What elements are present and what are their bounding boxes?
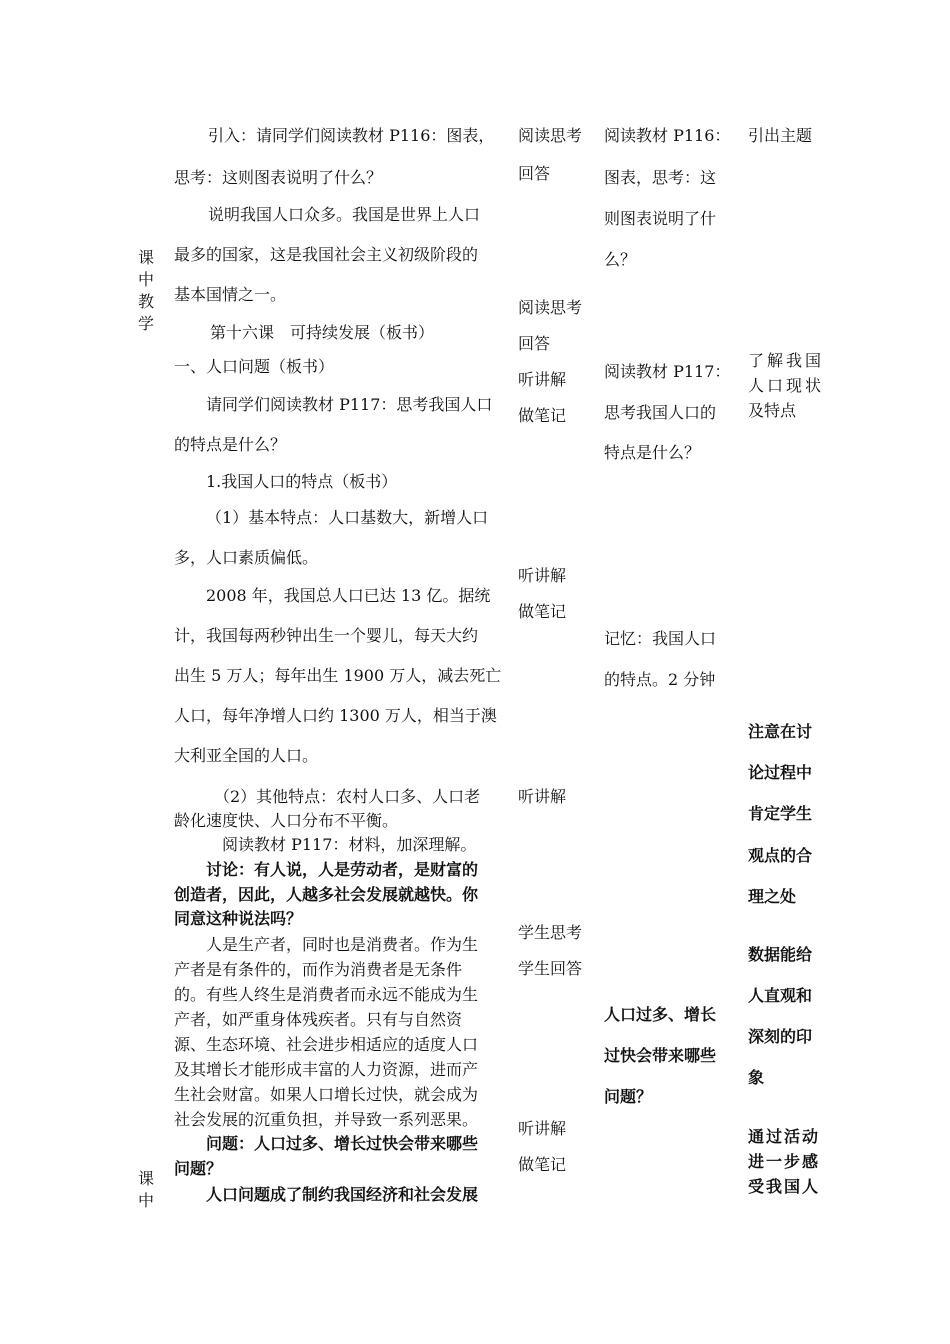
activity-line: 做笔记 — [518, 1155, 567, 1174]
activity-line: 做笔记 — [518, 406, 567, 425]
text-line: （2）其他特点：农村人口多、人口老 — [214, 787, 481, 806]
intent-line: 论过程中 — [748, 763, 813, 782]
intent-line: 通过活动 — [748, 1127, 821, 1146]
text-line: 最多的国家，这是我国社会主义初级阶段的 — [174, 245, 479, 264]
activity-line: 听讲解 — [518, 370, 567, 389]
subsection-heading: 1.我国人口的特点（板书） — [206, 472, 398, 491]
task-line: 图表，思考：这 — [604, 168, 717, 187]
text-line: 请同学们阅读教材 P117：思考我国人口 — [206, 395, 493, 414]
intent-line: 象 — [748, 1068, 765, 1087]
text-line: 说明我国人口众多。我国是世界上人口 — [208, 205, 481, 224]
activity-line: 回答 — [518, 334, 551, 353]
text-line: 的特点是什么？ — [174, 435, 287, 454]
side-char: 中 — [137, 1191, 154, 1210]
text-line: 的。有些人终生是消费者而永远不能成为生 — [174, 985, 479, 1004]
intent-line: 深刻的印 — [748, 1027, 813, 1046]
side-label-lesson-2 — [136, 1168, 156, 1212]
text-line: 及其增长才能形成丰富的人力资源，进而产 — [174, 1060, 479, 1079]
side-char: 中 — [137, 270, 154, 289]
side-char: 学 — [137, 314, 154, 333]
text-line: 基本国情之一。 — [174, 285, 287, 304]
intent-line: 人直观和 — [748, 986, 813, 1005]
section-heading: 一、人口问题（板书） — [174, 357, 335, 376]
discussion-line: 同意这种说法吗？ — [174, 909, 303, 928]
intent-line: 注意在讨 — [748, 722, 813, 741]
text-line: 产者，如严重身体残疾者。只有与自然资 — [174, 1010, 463, 1029]
activity-line: 听讲解 — [518, 787, 567, 806]
task-line: 么？ — [604, 250, 637, 269]
text-line: 龄化速度快、人口分布不平衡。 — [174, 811, 399, 830]
text-line: 出生 5 万人；每年出生 1900 万人，减去死亡 — [174, 666, 502, 685]
task-question-line: 问题？ — [604, 1087, 653, 1106]
intent-line: 引出主题 — [748, 126, 813, 145]
question-line: 问题？ — [174, 1159, 223, 1178]
activity-line: 听讲解 — [518, 1119, 567, 1138]
task-line: 的特点。2 分钟 — [604, 670, 716, 689]
side-char: 教 — [137, 292, 154, 311]
intent-line: 数据能给 — [748, 945, 813, 964]
text-line: 2008 年，我国总人口已达 13 亿。据统 — [206, 586, 491, 605]
intent-line: 了解我国 — [748, 351, 825, 370]
bold-line: 人口问题成了制约我国经济和社会发展 — [206, 1185, 479, 1204]
task-line: 阅读教材 P117： — [604, 362, 731, 381]
activity-line: 听讲解 — [518, 566, 567, 585]
intro-line: 引入：请同学们阅读教材 P116：图表， — [208, 126, 495, 145]
text-line: 人是生产者，同时也是消费者。作为生 — [206, 935, 479, 954]
side-char: 课 — [137, 1169, 154, 1188]
intent-line: 及特点 — [748, 401, 797, 420]
task-line: 思考我国人口的 — [604, 403, 717, 422]
intent-line: 人口现状 — [748, 376, 825, 395]
activity-line: 阅读思考 — [518, 298, 583, 317]
question-line: 问题：人口过多、增长过快会带来哪些 — [206, 1134, 479, 1153]
activity-line: 回答 — [518, 164, 551, 183]
task-question-line: 过快会带来哪些 — [604, 1046, 717, 1065]
side-char: 课 — [137, 248, 154, 267]
text-line: 社会发展的沉重负担，并导致一系列恶果。 — [174, 1110, 479, 1129]
activity-line: 学生回答 — [518, 959, 583, 978]
text-line: 阅读教材 P117：材料，加深理解。 — [222, 835, 477, 854]
text-line: 人口，每年净增人口约 1300 万人，相当于澳 — [174, 706, 497, 725]
text-line: （1）基本特点：人口基数大，新增人口 — [206, 508, 489, 527]
intent-line: 进一步感 — [748, 1152, 821, 1171]
intent-line: 肯定学生 — [748, 804, 813, 823]
text-line: 大利亚全国的人口。 — [174, 746, 319, 765]
side-label-lesson — [136, 247, 156, 335]
intent-line: 观点的合 — [748, 846, 813, 865]
text-line: 多，人口素质偏低。 — [174, 548, 319, 567]
text-line: 产者是有条件的，而作为消费者是无条件 — [174, 960, 463, 979]
task-line: 记忆：我国人口 — [604, 629, 717, 648]
activity-line: 做笔记 — [518, 602, 567, 621]
text-line: 源、生态环境、社会进步相适应的适度人口 — [174, 1035, 479, 1054]
lesson-title: 第十六课 可持续发展（板书） — [210, 323, 435, 342]
text-line: 思考：这则图表说明了什么？ — [174, 168, 383, 187]
activity-line: 阅读思考 — [518, 126, 583, 145]
task-question-line: 人口过多、增长 — [604, 1005, 717, 1024]
activity-line: 学生思考 — [518, 923, 583, 942]
text-line: 生社会财富。如果人口增长过快，就会成为 — [174, 1085, 479, 1104]
discussion-line: 创造者，因此，人越多社会发展就越快。你 — [174, 885, 479, 904]
intent-line: 受我国人 — [748, 1177, 821, 1196]
task-line: 特点是什么？ — [604, 443, 701, 462]
task-line: 则图表说明了什 — [604, 209, 717, 228]
intent-line: 理之处 — [748, 887, 797, 906]
text-line: 计，我国每两秒钟出生一个婴儿，每天大约 — [174, 626, 479, 645]
task-line: 阅读教材 P116： — [604, 126, 731, 145]
discussion-line: 讨论：有人说，人是劳动者，是财富的 — [206, 860, 479, 879]
